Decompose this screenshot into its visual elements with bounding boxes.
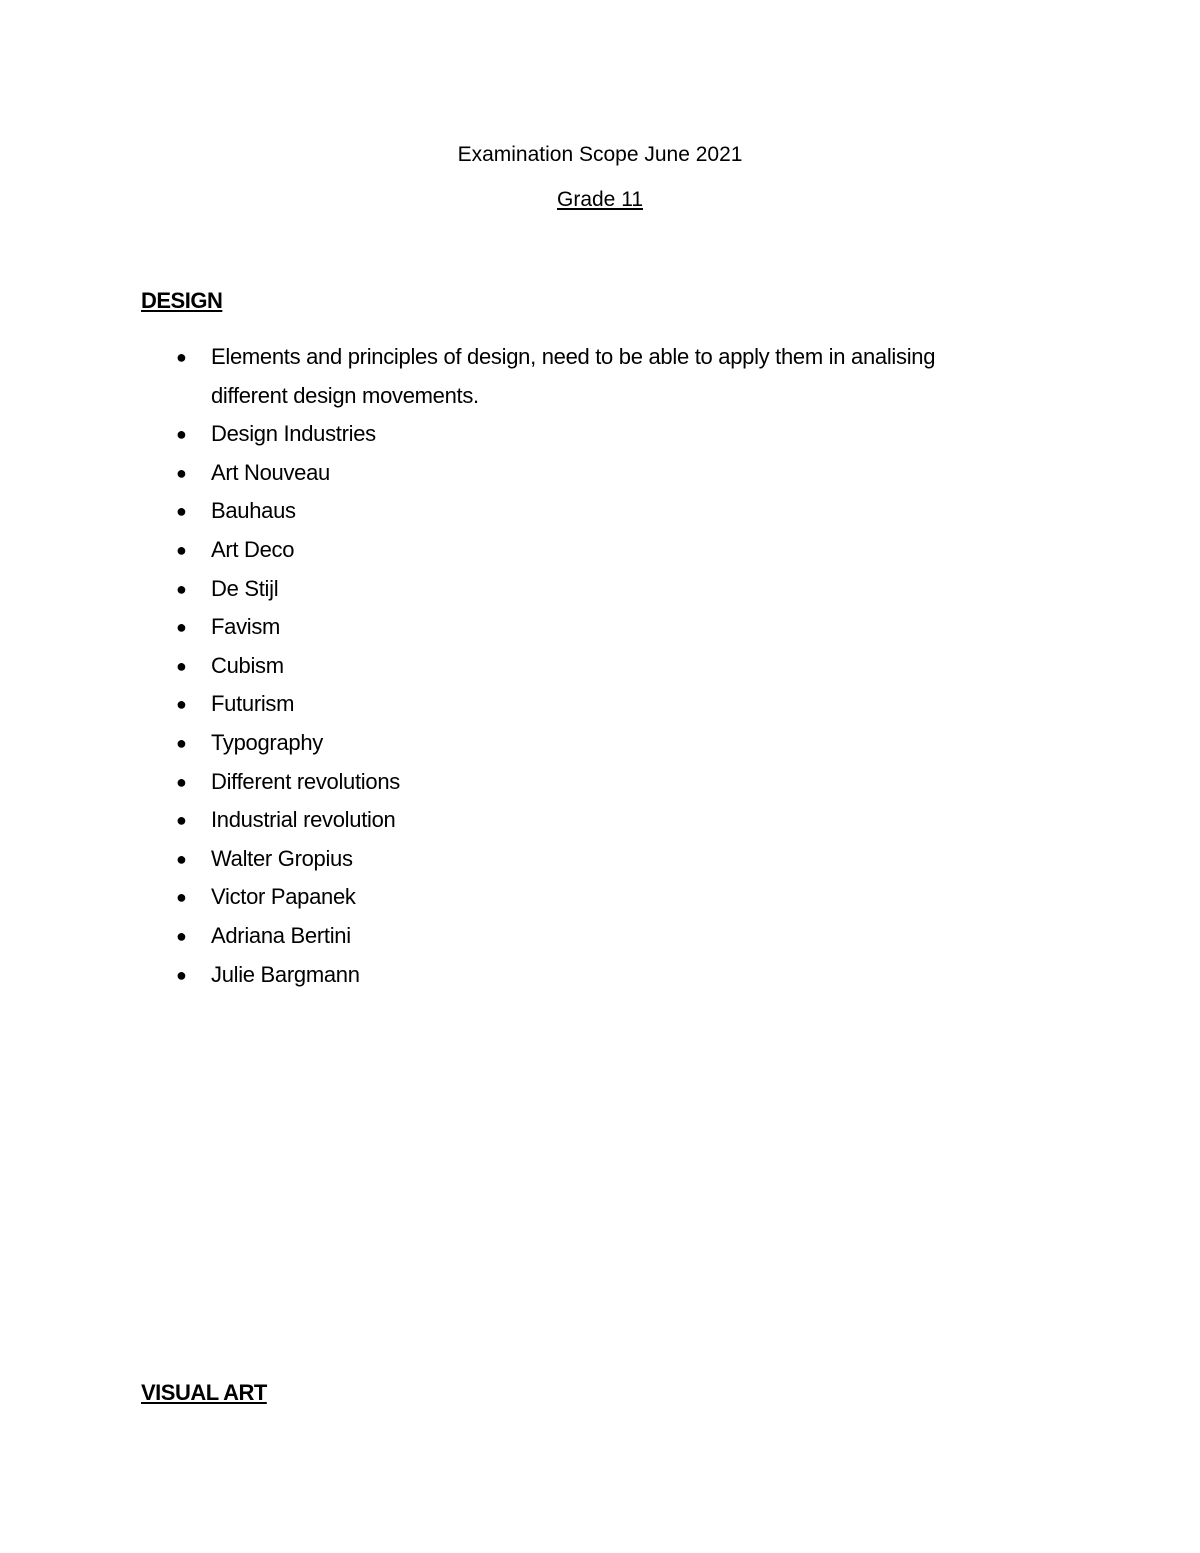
- design-topic-list: [0, 338, 1000, 994]
- list-item: [0, 338, 1000, 415]
- list-item-text: De Stijl: [211, 575, 279, 601]
- bullet-icon: ●: [176, 655, 187, 676]
- list-item: [0, 956, 1000, 995]
- list-item-text: Julie Bargmann: [211, 961, 360, 987]
- list-item: [0, 724, 1000, 763]
- list-item-text: Cubism: [211, 652, 284, 678]
- bullet-icon: ●: [176, 424, 187, 445]
- list-item-text: Victor Papanek: [211, 884, 356, 910]
- list-item-text: Art Deco: [211, 536, 295, 562]
- bullet-icon: ●: [176, 578, 187, 599]
- grade-subtitle: Grade 11: [557, 188, 643, 211]
- list-item: [0, 801, 1000, 840]
- bullet-icon: ●: [176, 501, 187, 522]
- list-item: [0, 454, 1000, 493]
- bullet-icon: ●: [176, 539, 187, 560]
- list-item-text: Walter Gropius: [211, 845, 353, 871]
- bullet-icon: ●: [176, 810, 187, 831]
- bullet-icon: ●: [176, 347, 187, 367]
- list-item: [0, 917, 1000, 956]
- list-item-text: Adriana Bertini: [211, 922, 351, 948]
- list-item-text: Design Industries: [211, 421, 376, 447]
- list-item: [0, 415, 1000, 454]
- section-heading-design: DESIGN: [141, 288, 223, 313]
- bullet-icon: ●: [176, 771, 187, 792]
- list-item: [0, 878, 1000, 917]
- list-item: [0, 685, 1000, 724]
- list-item: [0, 647, 1000, 686]
- bullet-icon: ●: [176, 462, 187, 483]
- list-item-text: Typography: [211, 729, 323, 755]
- bullet-icon: ●: [176, 732, 187, 753]
- list-item-text: Elements and principles of design, need to be able to apply them in analising different design movements.: [211, 344, 936, 408]
- list-item: [0, 840, 1000, 879]
- list-item-text: Art Nouveau: [211, 459, 330, 485]
- list-item-text: Favism: [211, 614, 281, 640]
- bullet-icon: ●: [176, 925, 187, 946]
- document-title: Examination Scope June 2021: [457, 143, 743, 166]
- bullet-icon: ●: [176, 887, 187, 908]
- list-item: [0, 608, 1000, 647]
- list-item-text: Futurism: [211, 691, 295, 717]
- list-item-text: Industrial revolution: [211, 807, 396, 833]
- bullet-icon: ●: [176, 964, 187, 985]
- bullet-icon: ●: [176, 694, 187, 715]
- list-item: [0, 531, 1000, 570]
- section-heading-visual-art: VISUAL ART: [141, 1380, 267, 1405]
- bullet-icon: ●: [176, 617, 187, 638]
- list-item: [0, 570, 1000, 609]
- bullet-icon: ●: [176, 848, 187, 869]
- list-item: [0, 763, 1000, 802]
- list-item: [0, 492, 1000, 531]
- list-item-text: Different revolutions: [211, 768, 400, 794]
- list-item-text: Bauhaus: [211, 498, 296, 524]
